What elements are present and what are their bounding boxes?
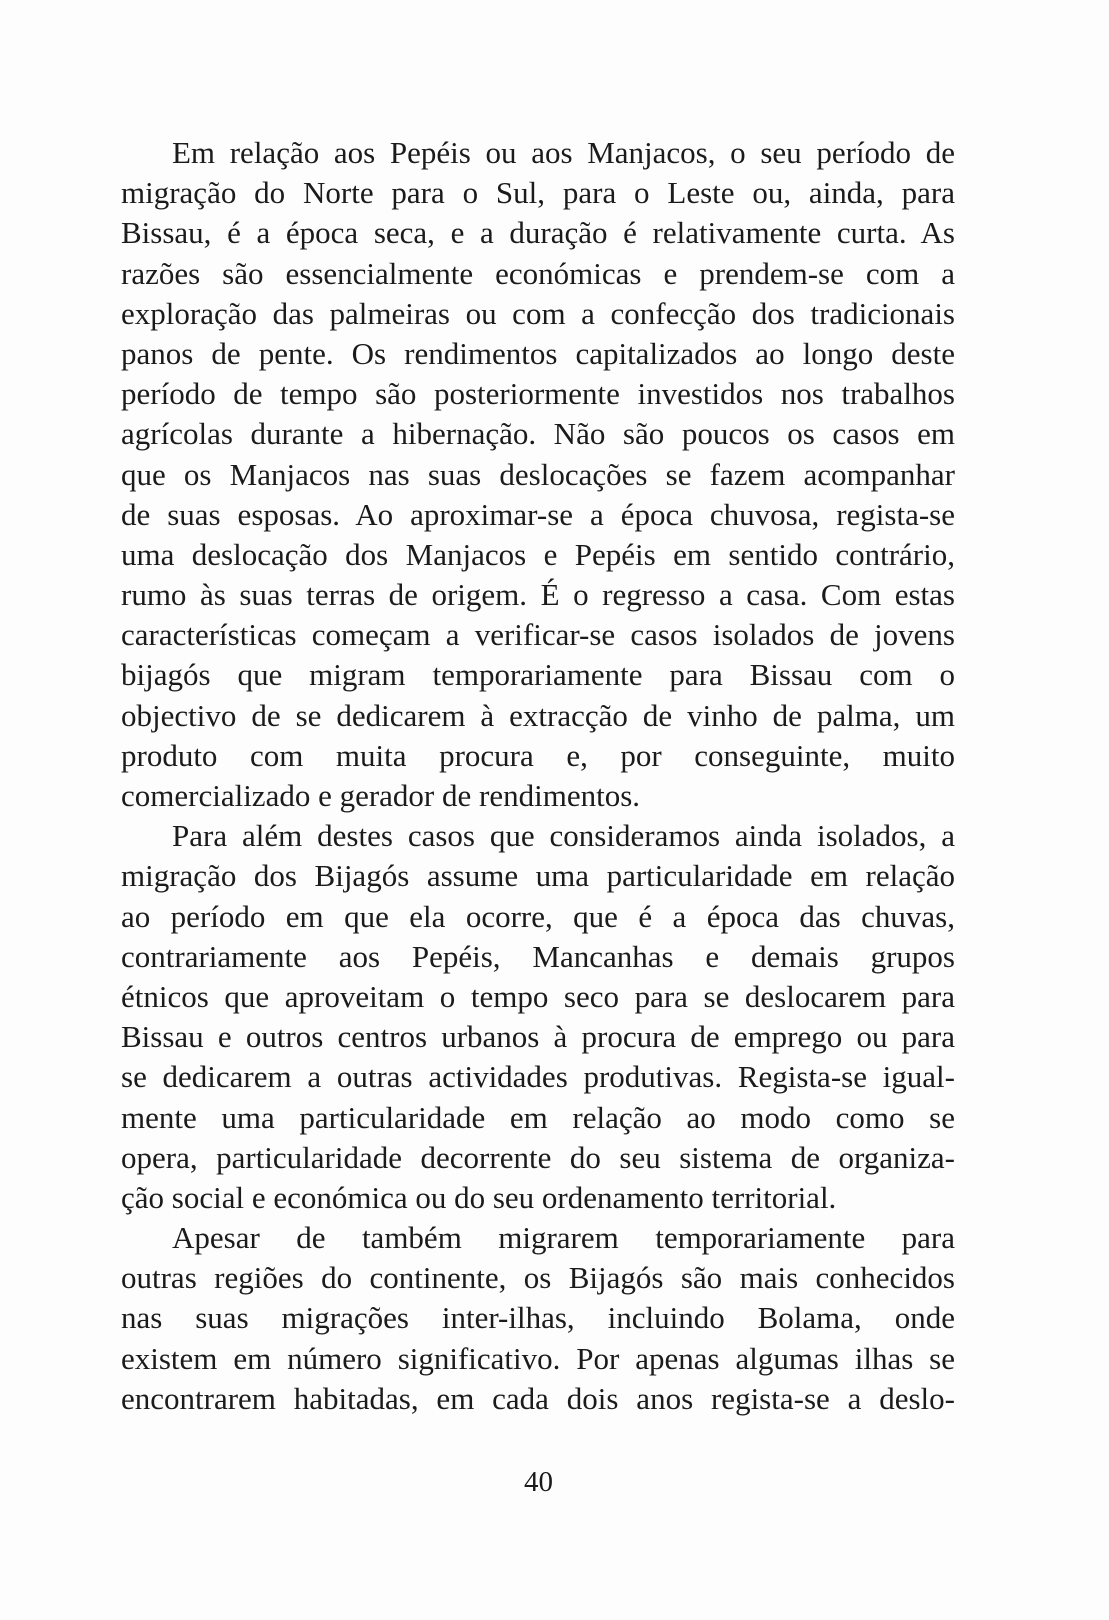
text-line: étnicos que aproveitam o tempo seco para se deslocarem para — [121, 978, 955, 1014]
paragraph-1 — [121, 133, 955, 816]
text-line: existem em número significativo. Por apenas algumas ilhas se — [121, 1340, 955, 1376]
text-line: rumo às suas terras de origem. É o regresso a casa. Com estas — [121, 577, 955, 613]
text-line: panos de pente. Os rendimentos capitalizados ao longo deste — [121, 335, 955, 371]
text-line: Bissau e outros centros urbanos à procura de emprego ou para — [121, 1019, 955, 1055]
text-line: encontrarem habitadas, em cada dois anos regista-se a deslo- — [121, 1380, 955, 1416]
text-line: Para além destes casos que consideramos ainda isolados, a — [172, 818, 955, 854]
text-line: exploração das palmeiras ou com a confecção dos tradicionais — [121, 295, 955, 331]
text-line: uma deslocação dos Manjacos e Pepéis em sentido contrário, — [121, 536, 955, 572]
paragraph-2 — [121, 816, 955, 1218]
text-line: que os Manjacos nas suas deslocações se fazem acompanhar — [121, 456, 955, 492]
text-line: outras regiões do continente, os Bijagós são mais conhecidos — [121, 1260, 955, 1296]
page-number-label: 40 — [524, 1466, 553, 1498]
text-line: contrariamente aos Pepéis, Mancanhas e demais grupos — [121, 938, 955, 974]
text-line: nas suas migrações inter-ilhas, incluindo Bolama, onde — [121, 1300, 955, 1336]
text-line: migração dos Bijagós assume uma particularidade em relação — [121, 858, 955, 894]
text-line: ção social e económica ou do seu ordenamento territorial. — [121, 1179, 837, 1215]
text-line: mente uma particularidade em relação ao modo como se — [121, 1099, 955, 1135]
text-line: se dedicarem a outras actividades produtivas. Regista-se igual- — [121, 1059, 955, 1095]
text-line: de suas esposas. Ao aproximar-se a época chuvosa, regista-se — [121, 496, 955, 532]
text-line: período de tempo são posteriormente investidos nos trabalhos — [121, 376, 955, 412]
body-text — [121, 133, 955, 1419]
page-number — [0, 1462, 1109, 1502]
text-line: ao período em que ela ocorre, que é a época das chuvas, — [121, 898, 955, 934]
text-line: Em relação aos Pepéis ou aos Manjacos, o seu período de — [172, 135, 955, 170]
text-line: bijagós que migram temporariamente para Bissau com o — [121, 657, 955, 693]
text-line: objectivo de se dedicarem à extracção de vinho de palma, um — [121, 697, 955, 733]
paragraph-3 — [121, 1218, 955, 1419]
text-line: razões são essencialmente económicas e prendem-se com a — [121, 255, 955, 291]
text-line: Bissau, é a época seca, e a duração é relativamente curta. As — [121, 215, 955, 251]
text-line: migração do Norte para o Sul, para o Leste ou, ainda, para — [121, 175, 955, 211]
text-line: produto com muita procura e, por conseguinte, muito — [121, 737, 955, 773]
text-line: Apesar de também migrarem temporariamente para — [172, 1220, 955, 1256]
text-line: características começam a verificar-se casos isolados de jovens — [121, 617, 955, 653]
text-line: comercializado e gerador de rendimentos. — [121, 778, 641, 813]
text-line: agrícolas durante a hibernação. Não são poucos os casos em — [121, 416, 955, 452]
text-line: opera, particularidade decorrente do seu sistema de organiza- — [121, 1139, 955, 1175]
